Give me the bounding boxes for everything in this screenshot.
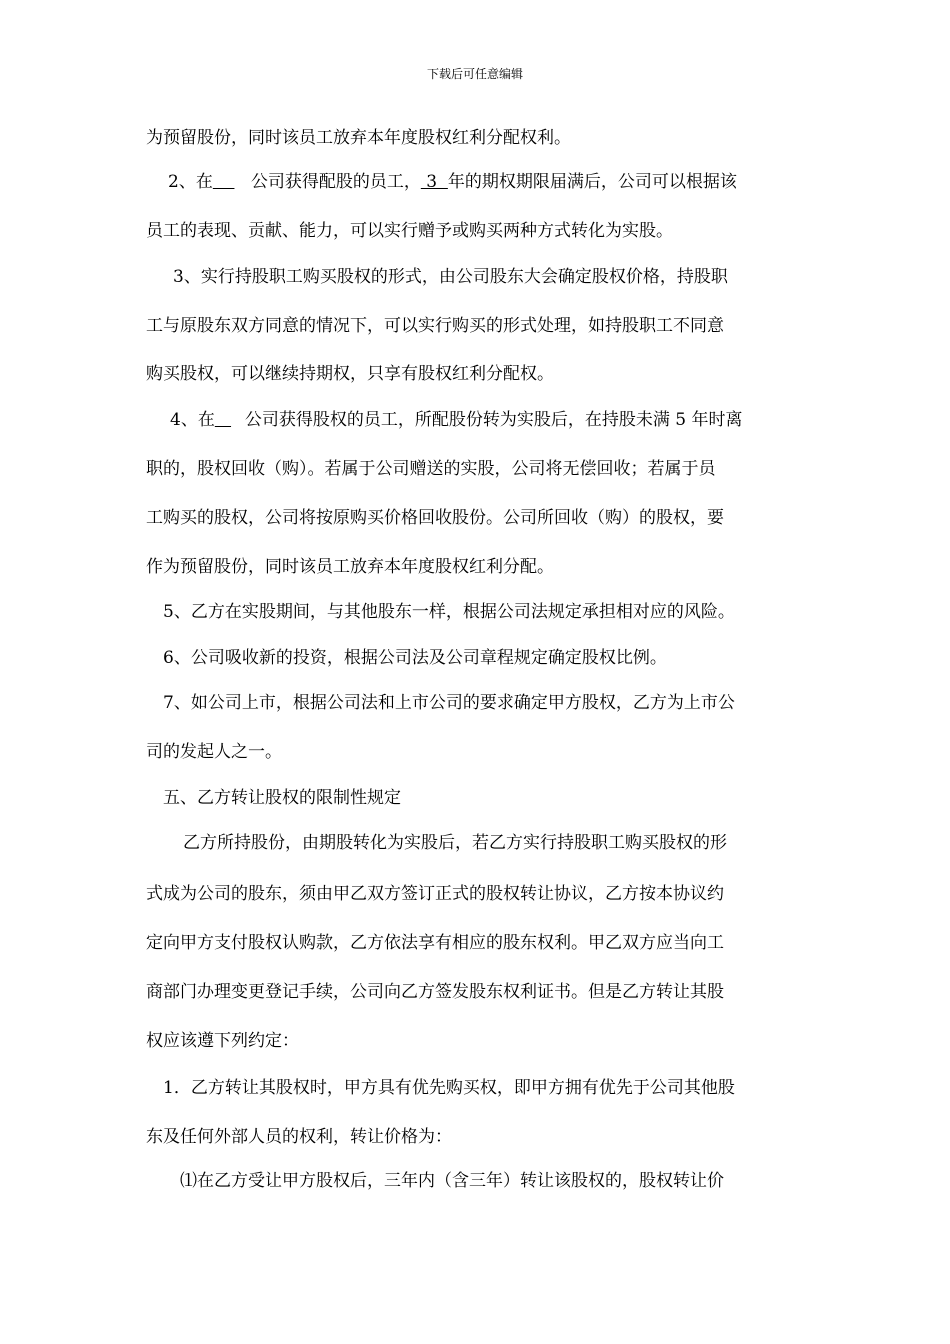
paragraph-line: 商部门办理变更登记手续，公司向乙方签发股东权利证书。但是乙方转让其股: [146, 982, 724, 1002]
page-header: 下载后可任意编辑: [426, 67, 523, 81]
line-segment: 公司获得股权的员工，所配股份转为实股后，在持股未满 5 年时离: [244, 410, 743, 430]
section-heading: 五、乙方转让股权的限制性规定: [163, 788, 401, 808]
paragraph-line: 乙方所持股份，由期股转化为实股后，若乙方实行持股职工购买股权的形: [183, 833, 727, 853]
paragraph-line: 7、如公司上市，根据公司法和上市公司的要求确定甲方股权，乙方为上市公: [163, 693, 735, 713]
paragraph-line: 6、公司吸收新的投资，根据公司法及公司章程规定确定股权比例。: [163, 648, 667, 668]
paragraph-line: 1．乙方转让其股权时，甲方具有优先购买权，即甲方拥有优先于公司其他股: [163, 1078, 735, 1098]
paragraph-line: 工与原股东双方同意的情况下，可以实行购买的形式处理，如持股职工不同意: [146, 316, 724, 336]
line-segment: 公司获得配股的员工，: [250, 172, 421, 192]
paragraph-line: 定向甲方支付股权认购款，乙方依法享有相应的股东权利。甲乙双方应当向工: [146, 933, 724, 953]
paragraph-line: ⑴在乙方受让甲方股权后，三年内（含三年）转让该股权的，股权转让价: [180, 1171, 724, 1191]
paragraph-line: 工购买的股权，公司将按原购买价格回收股份。公司所回收（购）的股权，要: [146, 508, 724, 528]
line-segment: 4、在: [170, 410, 215, 430]
blank-field-years: 3: [420, 172, 448, 192]
paragraph-line: 为预留股份，同时该员工放弃本年度股权红利分配权利。: [146, 128, 571, 148]
paragraph-line: 东及任何外部人员的权利，转让价格为：: [146, 1127, 452, 1147]
paragraph-line: 购买股权，可以继续持期权，只享有股权红利分配权。: [146, 364, 554, 384]
paragraph-line: 3、实行持股职工购买股权的形式，由公司股东大会确定股权价格，持股职: [173, 267, 728, 287]
blank-field: [213, 171, 251, 193]
line-segment: 2、在: [168, 172, 213, 192]
blank-field: [215, 409, 245, 431]
paragraph-line: 作为预留股份，同时该员工放弃本年度股权红利分配。: [146, 557, 554, 577]
paragraph-line: 职的，股权回收（购）。若属于公司赠送的实股，公司将无偿回收；若属于员: [146, 459, 716, 479]
paragraph-line: [170, 409, 742, 431]
paragraph-line: 权应该遵下列约定：: [146, 1031, 299, 1051]
line-segment: 年的期权期限届满后，公司可以根据该: [447, 172, 737, 192]
paragraph-line: [168, 171, 737, 193]
paragraph-line: 员工的表现、贡献、能力，可以实行赠予或购买两种方式转化为实股。: [146, 221, 673, 241]
paragraph-line: 5、乙方在实股期间，与其他股东一样，根据公司法规定承担相对应的风险。: [163, 602, 735, 622]
paragraph-line: 司的发起人之一。: [146, 742, 282, 762]
paragraph-line: 式成为公司的股东，须由甲乙双方签订正式的股权转让协议，乙方按本协议约: [146, 884, 724, 904]
